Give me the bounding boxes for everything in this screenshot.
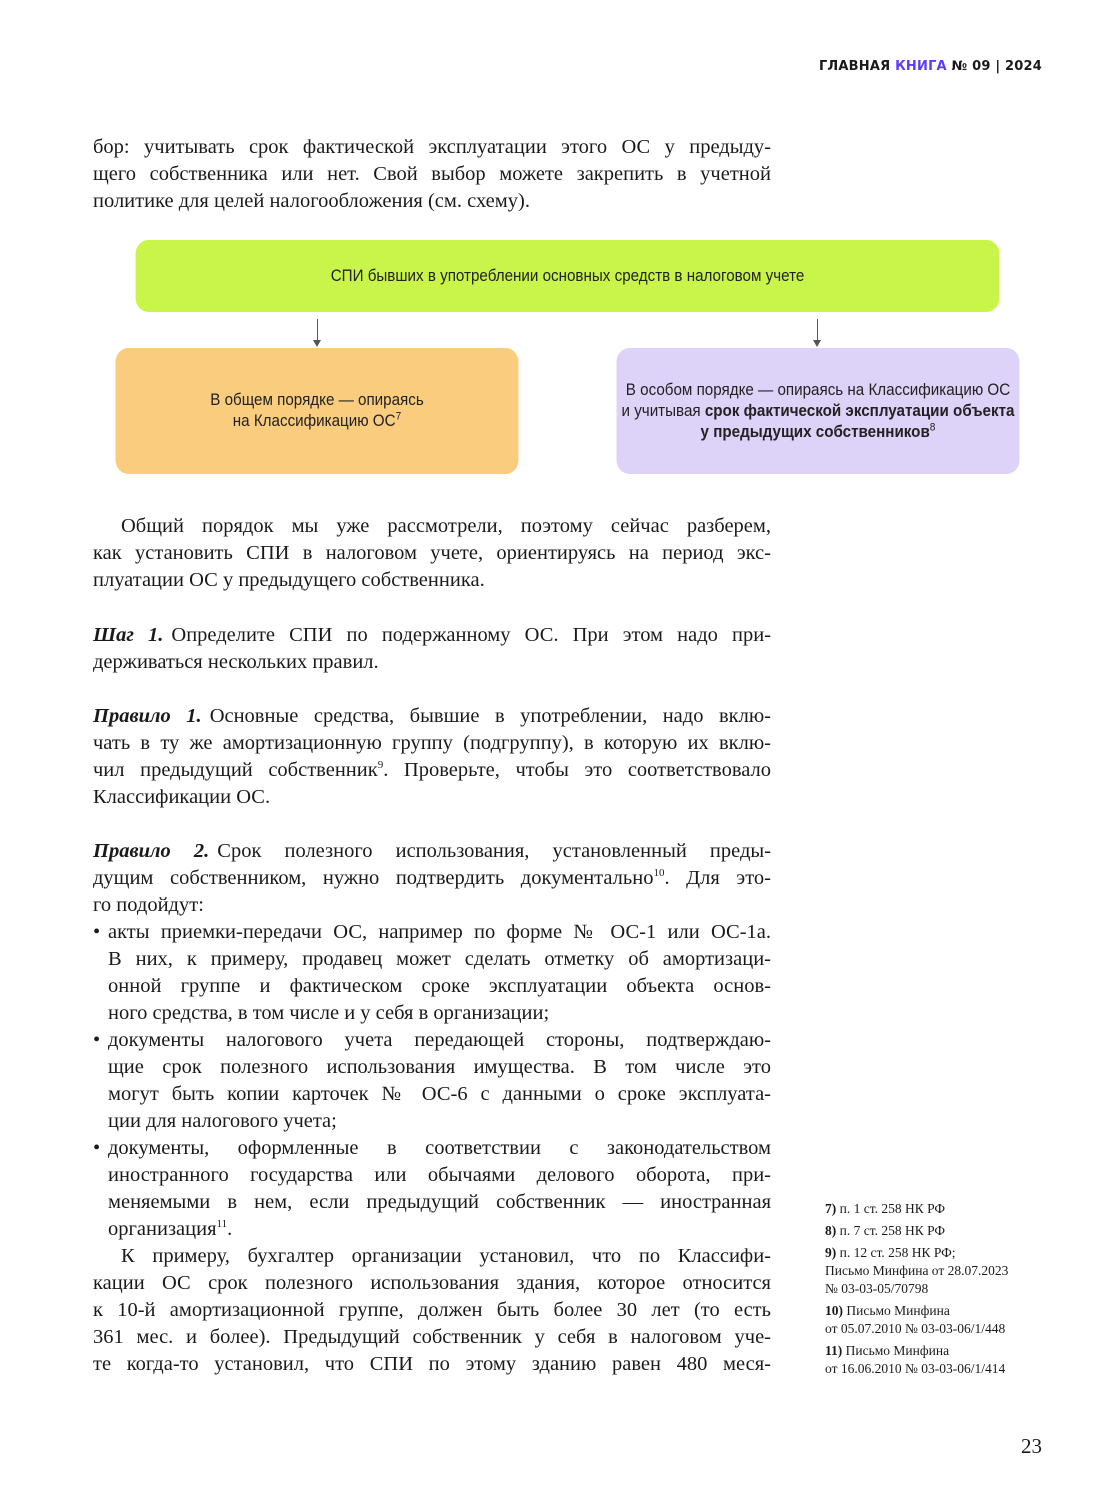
footnote-number: 9) [825, 1245, 837, 1260]
rule-2 [93, 838, 771, 1378]
bullet-item [93, 919, 771, 1027]
step-1 [93, 622, 771, 676]
diagram-special-box [617, 348, 1020, 474]
text-line: как установить СПИ в налоговом учете, ориентируясь на период экс- [93, 542, 771, 564]
footnote-number: 7) [825, 1201, 837, 1216]
footnote-text: Письмо Минфина [845, 1343, 950, 1358]
footnote-text: п. 1 ст. 258 НК РФ [839, 1201, 946, 1216]
footnote [825, 1222, 1065, 1240]
text-line: документы налогового учета передающей стороны, подтверждаю- [108, 1029, 771, 1051]
footnote-text: от 05.07.2010 № 03-03-06/1/448 [825, 1321, 1006, 1336]
footnotes [825, 1200, 1065, 1382]
text-line: чать в ту же амортизационную группу (подгруппу), в которую их вклю- [93, 732, 771, 754]
text-line: онной группе и фактическом сроке эксплуатации объекта основ- [108, 975, 771, 997]
text-line: Общий порядок мы уже рассмотрели, поэтому сейчас разберем, [121, 515, 771, 537]
text-line: щие срок полезного использования имущества. В том числе это [108, 1056, 771, 1078]
text-line: кации ОС срок полезного использования здания, которое относится [93, 1272, 771, 1294]
text-line: иностранного государства или обычаями делового оборота, при- [108, 1164, 771, 1186]
diagram-root-text: СПИ бывших в употреблении основных средств в налоговом учете [330, 266, 805, 285]
text-line: щего собственника или нет. Свой выбор можете закрепить в учетной [93, 163, 771, 185]
text-line: организация [108, 1218, 217, 1240]
text-line: бор: учитывать срок фактической эксплуатации этого ОС у предыду- [93, 136, 771, 158]
footnote-ref: 11 [216, 1218, 228, 1231]
text-line: . Проверьте, чтобы это соответствовало [383, 759, 771, 781]
text-line: ции для налогового учета; [108, 1110, 337, 1132]
footnote-text: Письмо Минфина [846, 1303, 950, 1318]
box-text-bold: у предыдущих собственников [700, 422, 930, 441]
footnote [825, 1244, 1065, 1298]
footnote [825, 1200, 1065, 1218]
text-line: политике для целей налогообложения (см. схему). [93, 190, 530, 212]
paragraph-general [93, 513, 771, 594]
text-line: могут быть копии карточек № ОС-6 с данными о сроке эксплуата- [108, 1083, 771, 1105]
footnote-ref: 10 [653, 867, 665, 880]
bullet-icon: • [93, 921, 101, 943]
footnote-number: 10) [825, 1303, 843, 1318]
footnote-number: 11) [825, 1343, 843, 1358]
text-line: . Для это- [664, 867, 771, 889]
text-line: акты приемки-передачи ОС, например по форме № ОС-1 или ОС-1а. [108, 921, 771, 943]
step-label: Шаг 1. [93, 624, 164, 646]
issue-number: № 09 | 2024 [951, 59, 1042, 74]
text-line: го подойдут: [93, 894, 204, 916]
footnote-ref: 7 [395, 410, 402, 423]
diagram-root-box [136, 240, 1000, 312]
footnote-text: п. 12 ст. 258 НК РФ; [839, 1245, 956, 1260]
text-line: держиваться нескольких правил. [93, 651, 379, 673]
box-text: на Классификацию ОС [232, 412, 396, 430]
bullet-icon: • [93, 1029, 101, 1051]
text-line: те когда-то установил, что СПИ по этому зданию равен 480 меся- [93, 1353, 771, 1375]
brand-main: ГЛАВНАЯ [818, 59, 891, 74]
text-line: ного средства, в том числе и у себя в организации; [108, 1002, 550, 1024]
box-text: В общем порядке — опираясь [210, 391, 424, 409]
footnote [825, 1342, 1065, 1378]
text-line: . [227, 1218, 233, 1240]
text-line: К примеру, бухгалтер организации установил, что по Классифи- [121, 1245, 771, 1267]
text-line: документы, оформленные в соответствии с законодательством [108, 1137, 771, 1159]
footnote-ref: 8 [929, 421, 936, 433]
box-text: В особом порядке — опираясь на Классификацию ОС [625, 380, 1011, 399]
diagram-general-box [116, 348, 519, 474]
footnote [825, 1302, 1065, 1338]
arrow-down-icon [817, 319, 818, 341]
text-line: В них, к примеру, продавец может сделать отметку об амортизаци- [108, 948, 771, 970]
running-header [819, 59, 1042, 74]
text-line: чил предыдущий собственник [93, 759, 378, 781]
text-line: Классификации ОС. [93, 786, 271, 808]
footnote-text: от 16.06.2010 № 03-03-06/1/414 [825, 1361, 1006, 1376]
bullet-item [93, 1135, 771, 1243]
footnote-text: Письмо Минфина от 28.07.2023 [825, 1263, 1009, 1278]
box-text: и учитывая [621, 401, 705, 420]
box-text-bold: срок фактической эксплуатации объекта [704, 401, 1015, 420]
text-line: к 10-й амортизационной группе, должен быть более 30 лет (то есть [93, 1299, 771, 1321]
text-line: плуатации ОС у предыдущего собственника. [93, 569, 485, 591]
text-line: Определите СПИ по подержанному ОС. При этом надо при- [171, 624, 772, 646]
text-line: Основные средства, бывшие в употреблении, надо вклю- [209, 705, 772, 727]
rule-label: Правило 2. [93, 840, 210, 862]
text-line: Срок полезного использования, установленный преды- [217, 840, 772, 862]
text-line: 361 мес. и более). Предыдущий собственник у себя в налоговом уче- [93, 1326, 771, 1348]
rule-label: Правило 1. [93, 705, 202, 727]
brand-accent: КНИГА [895, 59, 947, 74]
text-line: дущим собственником, нужно подтвердить документально [93, 867, 654, 889]
text-line: меняемыми в нем, если предыдущий собственник — иностранная [108, 1191, 771, 1213]
footnote-text: № 03-03-05/70798 [825, 1281, 929, 1296]
bullet-icon: • [93, 1137, 101, 1159]
page-number: 23 [1021, 1434, 1042, 1458]
footnote-number: 8) [825, 1223, 837, 1238]
intro-paragraph [93, 134, 771, 215]
footnote-ref: 9 [377, 759, 384, 772]
rule-1 [93, 703, 771, 811]
bullet-item [93, 1027, 771, 1135]
footnote-text: п. 7 ст. 258 НК РФ [839, 1223, 946, 1238]
arrow-down-icon [317, 319, 318, 341]
